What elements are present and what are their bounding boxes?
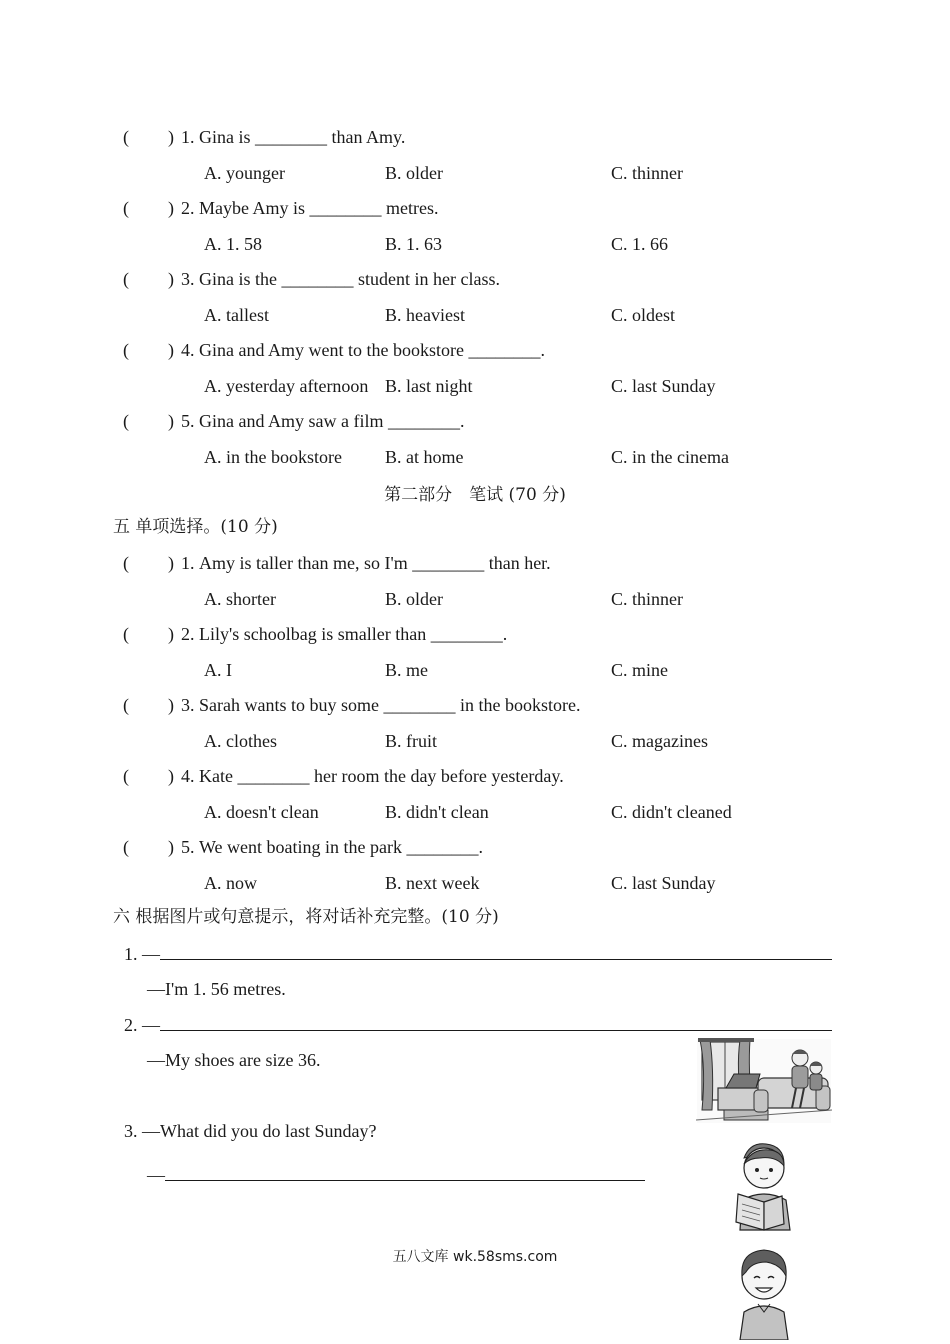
dialogue-3-reply [147,1164,645,1186]
question-number: 2. [181,198,195,218]
dialogue-3-prompt: 3. —What did you do last Sunday? [124,1121,377,1141]
option-c: C. thinner [611,588,683,609]
option-b: B. at home [385,446,464,467]
answer-slot[interactable] [134,126,166,148]
listening-question-3 [0,268,950,290]
option-c: C. last Sunday [611,375,716,396]
dialogue-2-answer-line[interactable] [160,1014,832,1031]
question-text: Amy is taller than me, so I'm ________ than her. [199,553,551,573]
section-five-question-2 [0,623,950,645]
option-b: B. me [385,659,428,680]
section-five-question-3 [0,694,950,716]
question-number: 5. [181,837,195,857]
answer-slot[interactable] [134,552,166,574]
answer-bracket-close: ) [168,198,174,218]
answer-bracket-open: ( [123,198,129,218]
answer-slot[interactable] [134,410,166,432]
answer-bracket-open: ( [123,411,129,431]
answer-bracket-close: ) [168,695,174,715]
question-text: Lily's schoolbag is smaller than ________. [199,624,508,644]
option-c: C. 1. 66 [611,233,669,254]
answer-slot[interactable] [134,836,166,858]
section-five-question-4 [0,765,950,787]
option-c: C. thinner [611,162,683,183]
section-five-title: 五 单项选择。(10 分) [113,517,278,537]
answer-bracket-open: ( [123,127,129,147]
question-number: 3. [181,269,195,289]
question-text: Gina and Amy went to the bookstore ________. [199,340,545,360]
question-text: Maybe Amy is ________ metres. [199,198,439,218]
question-text: Gina is ________ than Amy. [199,127,406,147]
answer-bracket-close: ) [168,553,174,573]
dialogue-1-prompt [124,943,832,965]
listening-options-1 [0,162,950,184]
option-a: A. I [204,659,232,680]
answer-bracket-close: ) [168,411,174,431]
option-a: A. shorter [204,588,276,609]
boy-reading-illustration [730,1140,796,1232]
listening-question-1 [0,126,950,148]
question-text: We went boating in the park ________. [199,837,483,857]
listening-options-3 [0,304,950,326]
option-a: A. in the bookstore [204,446,342,467]
answer-bracket-close: ) [168,766,174,786]
question-number: 1. [181,553,195,573]
option-b: B. didn't clean [385,801,489,822]
dialogue-1-answer-line[interactable] [160,943,832,960]
option-a: A. younger [204,162,285,183]
answer-slot[interactable] [134,268,166,290]
answer-bracket-close: ) [168,269,174,289]
option-b: B. older [385,588,443,609]
option-c: C. oldest [611,304,676,325]
dialogue-3-prefix: — [147,1165,165,1185]
option-b: B. 1. 63 [385,233,443,254]
option-c: C. last Sunday [611,872,716,893]
footer-watermark: 五八文库 wk.58sms.com [392,1249,558,1265]
option-a: A. clothes [204,730,277,751]
answer-bracket-open: ( [123,766,129,786]
answer-slot[interactable] [134,765,166,787]
dialogue-2-reply: —My shoes are size 36. [147,1050,321,1070]
answer-slot[interactable] [134,623,166,645]
option-b: B. older [385,162,443,183]
section-six-title: 六 根据图片或句意提示，将对话补充完整。(10 分) [113,907,499,927]
option-b: B. next week [385,872,480,893]
option-c: C. mine [611,659,668,680]
section-five-options-1 [0,588,950,610]
section-five-options-4 [0,801,950,823]
question-number: 2. [181,624,195,644]
option-c: C. didn't cleaned [611,801,732,822]
listening-question-2 [0,197,950,219]
answer-bracket-close: ) [168,340,174,360]
option-a: A. doesn't clean [204,801,319,822]
listening-question-5 [0,410,950,432]
answer-bracket-open: ( [123,269,129,289]
option-b: B. last night [385,375,473,396]
option-a: A. 1. 58 [204,233,262,254]
section-five-options-2 [0,659,950,681]
question-number: 4. [181,340,195,360]
question-text: Gina and Amy saw a film ________. [199,411,465,431]
answer-bracket-open: ( [123,340,129,360]
answer-slot[interactable] [134,339,166,361]
option-b: B. heaviest [385,304,465,325]
answer-bracket-open: ( [123,695,129,715]
living-room-tv-illustration [696,1038,832,1124]
option-a: A. tallest [204,304,269,325]
answer-bracket-close: ) [168,127,174,147]
dialogue-3-answer-line[interactable] [165,1164,645,1181]
dialogue-2-prompt [124,1014,832,1036]
question-number: 5. [181,411,195,431]
answer-bracket-open: ( [123,553,129,573]
option-c: C. magazines [611,730,708,751]
answer-bracket-open: ( [123,624,129,644]
section-five-options-5 [0,872,950,894]
question-number: 4. [181,766,195,786]
option-a: A. yesterday afternoon [204,375,369,396]
question-text: Sarah wants to buy some ________ in the bookstore. [199,695,581,715]
listening-options-2 [0,233,950,255]
answer-slot[interactable] [134,197,166,219]
section-five-question-1 [0,552,950,574]
answer-bracket-close: ) [168,837,174,857]
option-a: A. now [204,872,257,893]
listening-question-4 [0,339,950,361]
answer-bracket-close: ) [168,624,174,644]
dialogue-1-reply: —I'm 1. 56 metres. [147,979,286,999]
dialogue-1-prefix: 1. — [124,944,160,964]
option-b: B. fruit [385,730,437,751]
question-number: 1. [181,127,195,147]
option-c: C. in the cinema [611,446,729,467]
part-two-title: 第二部分 笔试 (70 分) [384,485,566,505]
answer-bracket-open: ( [123,837,129,857]
section-five-question-5 [0,836,950,858]
question-text: Gina is the ________ student in her class. [199,269,500,289]
question-number: 3. [181,695,195,715]
listening-options-5 [0,446,950,468]
section-five-options-3 [0,730,950,752]
answer-slot[interactable] [134,694,166,716]
question-text: Kate ________ her room the day before yesterday. [199,766,564,786]
listening-options-4 [0,375,950,397]
dialogue-2-prefix: 2. — [124,1015,160,1035]
